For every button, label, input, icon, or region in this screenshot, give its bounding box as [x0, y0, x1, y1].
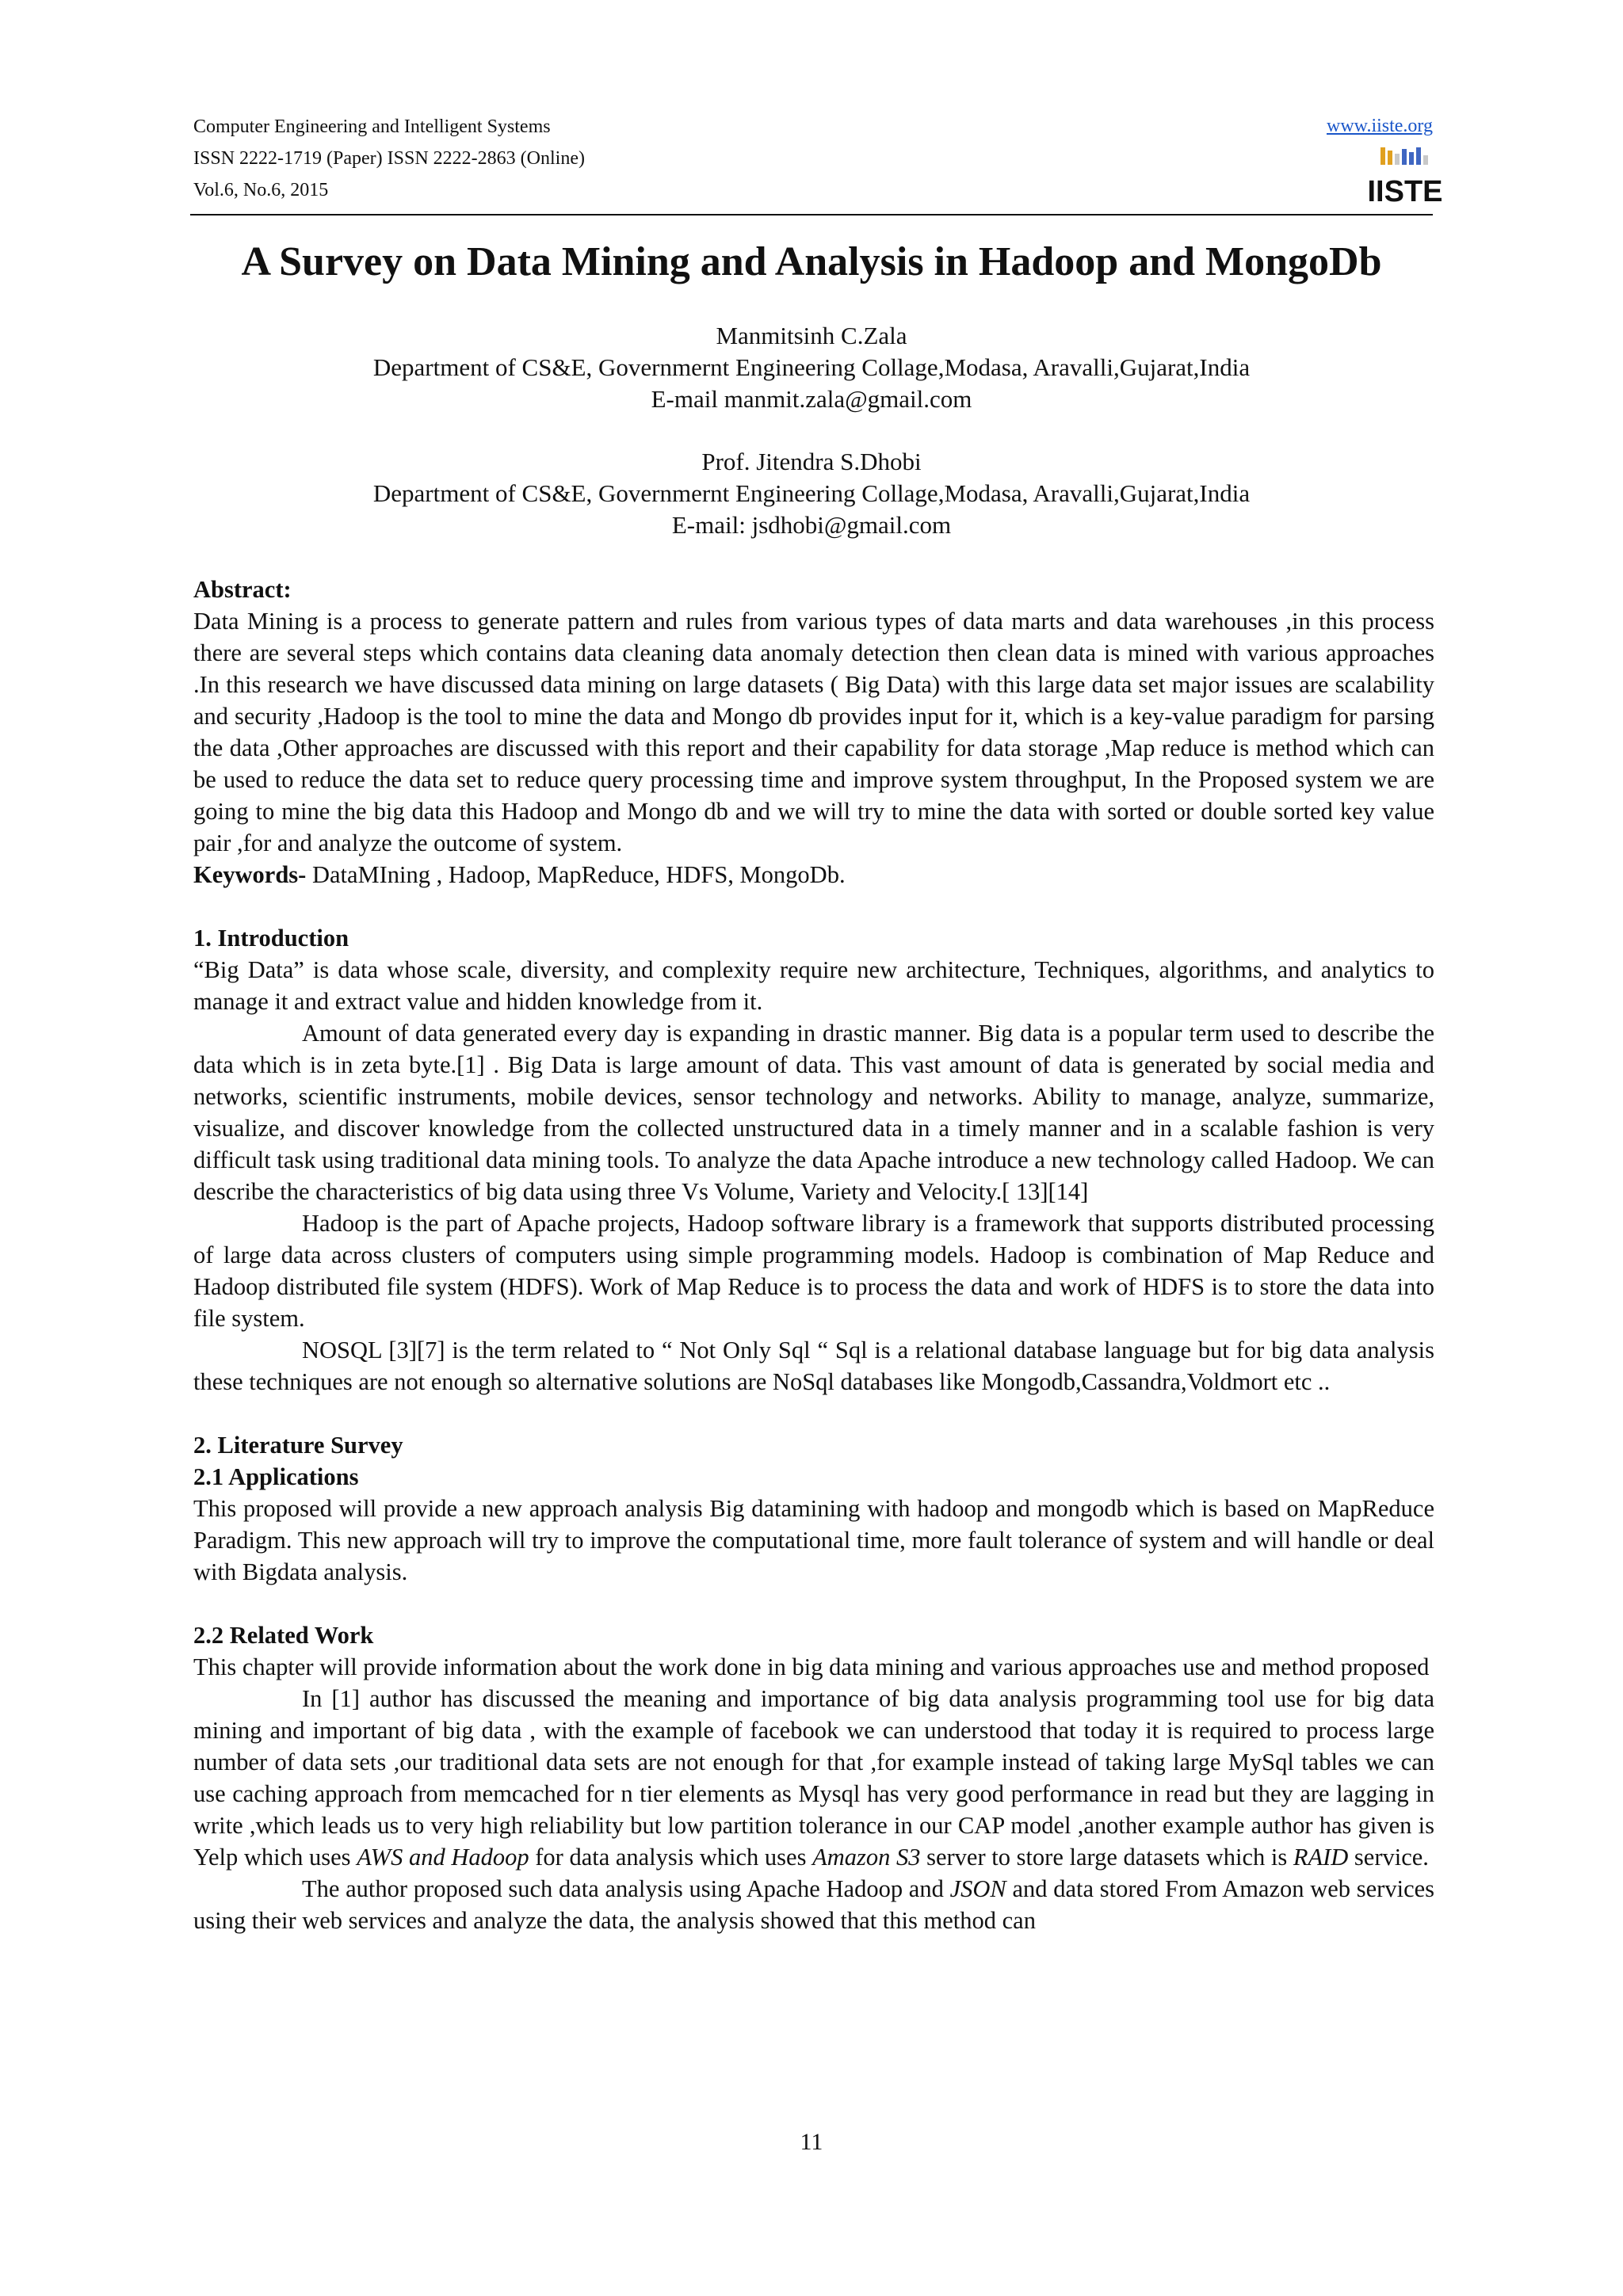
author-name: Prof. Jitendra S.Dhobi: [701, 448, 922, 475]
body-text: [193, 574, 1434, 1936]
author-name: Manmitsinh C.Zala: [716, 322, 907, 349]
keywords-label: Keywords-: [193, 861, 307, 888]
journal-name: Computer Engineering and Intelligent Systems: [193, 116, 551, 137]
keywords-line: [193, 859, 1434, 891]
related-work-intro: This chapter will provide information about the work done in big data mining and various approaches use and method proposed: [193, 1653, 1430, 1680]
related-work-paragraph-1: [193, 1683, 1434, 1873]
iiste-logo-icon: [1367, 146, 1443, 208]
abstract-text: Data Mining is a process to generate pattern and rules from various types of data marts and data warehouses ,in this process there are several steps which contains data cleaning data anomaly detection then clean data is mined with various approaches .In this research we have discussed data mining on large datasets ( Big Data) with this large data set major issues are scalability and security ,Hadoop is the tool to mine the data and Mongo db provides input for it, which is a key-value paradigm for parsing the data ,Other approaches are discussed with this report and their capability for data storage ,Map reduce is method which can be used to reduce the data set to reduce query processing time and improve system throughput, In the Proposed system we are going to mine the big data this Hadoop and Mongo db and we will try to mine the data with sorted or double sorted key value pair ,for and analyze the outcome of system.: [193, 608, 1434, 856]
author-2: [0, 446, 1623, 541]
svg-text:IISTE: IISTE: [1367, 175, 1443, 208]
page-number: 11: [800, 2129, 823, 2155]
keywords-list: DataMIning , Hadoop, MapReduce, HDFS, MongoDb.: [306, 861, 846, 888]
paper-title: A Survey on Data Mining and Analysis in Hadoop and MongoDb: [241, 239, 1382, 284]
italic-run: JSON: [949, 1875, 1006, 1902]
author-affiliation: Department of CS&E, Governmernt Engineering Collage,Modasa, Aravalli,Gujarat,India: [372, 353, 1251, 381]
text-run: service.: [1348, 1844, 1429, 1871]
abstract-heading: Abstract:: [193, 576, 292, 603]
subsection-heading-applications: 2.1 Applications: [193, 1463, 359, 1490]
author-email: E-mail manmit.zala@gmail.com: [651, 385, 972, 413]
header-divider: [190, 214, 1433, 215]
author-affiliation: Department of CS&E, Governmernt Engineering Collage,Modasa, Aravalli,Gujarat,India: [372, 479, 1251, 507]
volume-line: Vol.6, No.6, 2015: [193, 180, 329, 200]
text-run: server to store large datasets which is: [920, 1844, 1293, 1871]
issn-line: ISSN 2222-1719 (Paper) ISSN 2222-2863 (Online): [193, 148, 585, 169]
text-run: The author proposed such data analysis using Apache Hadoop and: [302, 1875, 950, 1902]
text-run: In [1] author has discussed the meaning and importance of big data analysis programming tool use for big data mining and important of big data , with the example of facebook we can understood that today it is required to process large number of data sets ,our traditional data sets are not enough for that ,for example instead of taking large MySql tables we can use caching approach from memcached for n tier elements as Mysql has very good performance in read but they are lagging in write ,which leads us to very high reliability but low partition tolerance in our CAP model ,another example author has given is Yelp which uses: [193, 1685, 1434, 1871]
related-work-paragraph-2: [193, 1873, 1434, 1936]
section-heading-literature: 2. Literature Survey: [193, 1432, 403, 1459]
author-1: [0, 320, 1623, 415]
intro-paragraph-4: NOSQL [3][7] is the term related to “ Not Only Sql “ Sql is a relational database language but for big data analysis these techniques are not enough so alternative solutions are NoSql databases like Mongodb,Cassandra,Voldmort etc ..: [193, 1337, 1434, 1395]
italic-run: AWS and Hadoop: [357, 1844, 529, 1871]
italic-run: RAID: [1293, 1844, 1349, 1871]
italic-run: Amazon S3: [812, 1844, 921, 1871]
author-email: E-mail: jsdhobi@gmail.com: [671, 511, 952, 539]
text-run: for data analysis which uses: [529, 1844, 813, 1871]
text-run: and data stored From Amazon web services using their web services and analyze the data, the analysis showed that this method can: [193, 1875, 1435, 1934]
subsection-heading-related-work: 2.2 Related Work: [193, 1622, 374, 1649]
applications-paragraph: This proposed will provide a new approach analysis Big datamining with hadoop and mongodb which is based on MapReduce Paradigm. This new approach will try to improve the computational time, more fault tolerance of system and will handle or deal with Bigdata analysis.: [193, 1495, 1434, 1585]
intro-paragraph-2: Amount of data generated every day is expanding in drastic manner. Big data is a popular term used to describe the data which is in zeta byte.[1] . Big Data is large amount of data. This vast amount of data is generated by social media and networks, scientific instruments, mobile devices, sensor technology and networks. Ability to manage, analyze, summarize, visualize, and discover knowledge from the collected unstructured data in a timely manner and in a scalable fashion is very difficult task using traditional data mining tools. To analyze the data Apache introduce a new technology called Hadoop. We can describe the characteristics of big data using three Vs Volume, Variety and Velocity.[ 13][14]: [193, 1020, 1434, 1205]
section-heading-introduction: 1. Introduction: [193, 925, 349, 952]
journal-url-link[interactable]: www.iiste.org: [1327, 116, 1433, 136]
intro-paragraph-3: Hadoop is the part of Apache projects, Hadoop software library is a framework that supports distributed processing of large data across clusters of computers using simple programming models. Hadoop is combination of Map Reduce and Hadoop distributed file system (HDFS). Work of Map Reduce is to process the data and work of HDFS is to store the data into file system.: [193, 1210, 1434, 1332]
intro-paragraph-1: “Big Data” is data whose scale, diversity, and complexity require new architecture, Techniques, algorithms, and analytics to manage it and extract value and hidden knowledge from it.: [193, 956, 1434, 1015]
